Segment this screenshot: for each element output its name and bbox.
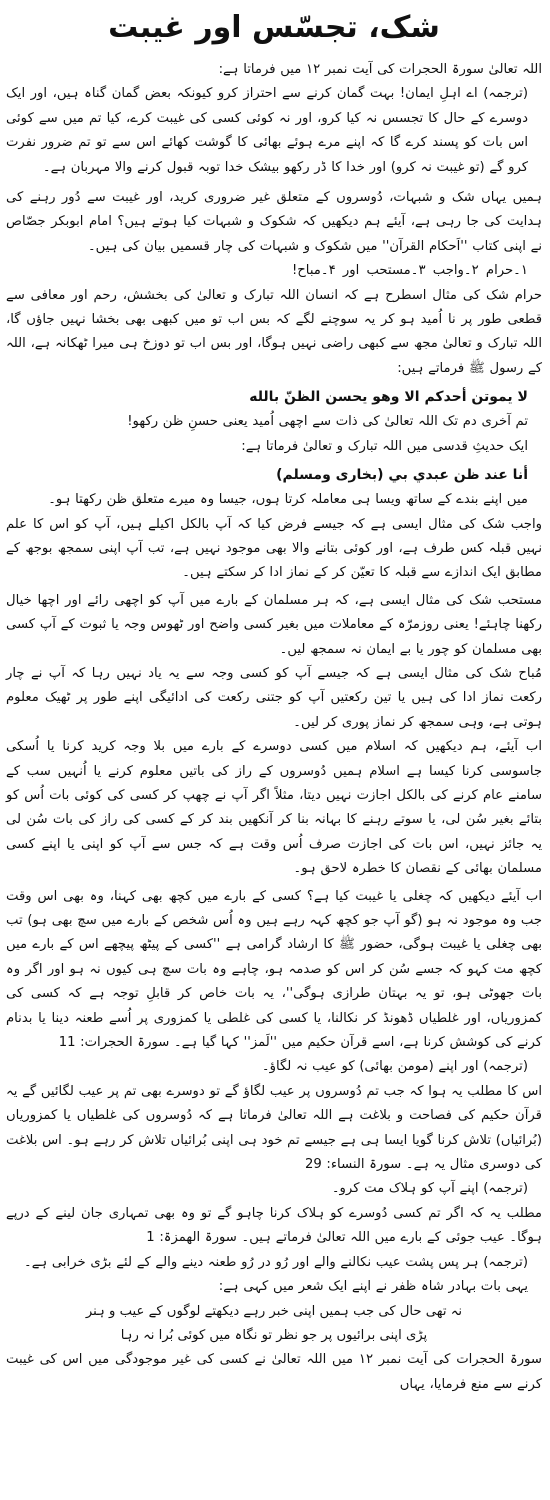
paragraph-meaning: مطلب یہ کہ اگر تم کسی دُوسرے کو ہلاک کرنا چاہو گے تو وہ بھی تمہاری جان لینے کے درپے ہوگا۔ عیب جوئی کے بارے میں اللہ تعالیٰ فرماتے ہیں۔ سورۃ الھمزۃ: 1 <box>6 1205 542 1246</box>
hadith-qudsi-intro: ایک حدیثِ قدسی میں اللہ تبارک و تعالیٰ فرماتا ہے: <box>241 438 528 454</box>
paragraph-doubts: ہمیں یہاں شک و شبہات، دُوسروں کے متعلق غیر ضروری کرید، اور غیبت سے دُور رہنے کی ہدایت کی جا رہی ہے، آیئے ہم دیکھیں کہ شکوک و شبہات کیا ہوتے ہیں؟ امام ابوبکر جصّاص نے اپنی کتاب ''اَحکام القرآن'' میں شکوک و شبہات کی چار قسمیں بیان کی ہیں۔ <box>6 190 542 254</box>
paragraph-backbiting: اب آیئے دیکھیں کہ چغلی یا غیبت کیا ہے؟ کسی کے بارے میں کچھ بھی کہنا، وہ بھی اس وقت جب وہ موجود نہ ہو (گو آپ جو کچھ کہہ رہے ہیں وہ اُس شخص کے بارے میں سچ بھی ہو) تب بھی چغلی یا غیبت ہوگی، حضور ﷺ کا ارشاد گرامی ہے ''کسی کے پیٹھ پیچھے اس کے بارے میں کچھ مت کہو کہ جسے سُن کر اس کو صدمہ ہو، چاہے وہ بات سچ ہی کیوں نہ ہو اور اگر وہ بات جھوٹی ہو، تو یہ بہتان طرازی ہوگی''، یہ بات خاص کر قابلِ توجہ ہے کہ کسی کی کمزوریاں، اور غلطیاں ڈھونڈ کر نکالنا، یا کسی کی غلطی یا کمزوری پر اُسے طعنہ دینا یا بدنام کرنے کی کوشش کرنا ہے، اسے قرآن حکیم میں ''لَمز'' کہا گیا ہے۔ سورۃ الحجرات: 11 <box>6 888 542 1051</box>
doubt-categories: ۱۔حرام ۲۔واجب ۳۔مستحب اور ۴۔مباح! <box>292 263 528 279</box>
paragraph-haram-doubt: حرام شک کی مثال اسطرح ہے کہ انسان اللہ تبارک و تعالیٰ کی بخشش، رحم اور معافی سے قطعی طور پر نا اُمید ہو کر یہ سوچنے لگے کہ بس اب تو میں کبھی بھی بخشا نہیں جاؤں گا، اللہ تبارک و تعالیٰ مجھ سے کبھی راضی نہیں ہوگا، اور بس اب تو دوزخ ہی میرا ٹھکانہ ہے، اللہ کے رسول ﷺ فرماتے ہیں: <box>6 287 542 376</box>
verse-translation-hujurat: (ترجمہ) اور اپنے (مومن بھائی) کو عیب نہ لگاؤ۔ <box>261 1059 528 1075</box>
closing-line: سورۃ الحجرات کی آیت نمبر ۱۲ میں اللہ تعالیٰ نے کسی کی غیر موجودگی میں اس کی غیبت کرنے سے منع فرمایا، یہاں <box>6 1352 542 1392</box>
hadith-qudsi-translation: میں اپنے بندے کے ساتھ ویسا ہی معاملہ کرتا ہوں، جیسا وہ میرے متعلق ظن رکھتا ہو۔ <box>48 492 528 508</box>
paragraph-spying: اب آیئے، ہم دیکھیں کہ اسلام میں کسی دوسرے کے بارے میں بلا وجہ کرید کرنا یا اُسکی جاسوسی کرنا کیسا ہے اسلام ہمیں دُوسروں کے راز کی باتیں معلوم کرنے یا اُنہیں سب کے سامنے عام کرنے کی بالکل اجازت نہیں دیتا، مثلاً اگر آپ نے چھپ کر کسی کی کوئی بات اُس کو بتائے بغیر سُن لی، یا سوتے رہنے کا بہانہ بنا کر آنکھیں بند کر کے کسی کی راز کی بات سُن لی یہ جائز نہیں، اس بات کی اجازت صرف اُس وقت ہے کہ جس سے آپ کو اپنی یا اپنے کسی مسلمان بھائی کے نقصان کا خطرہ لاحق ہو۔ <box>6 739 542 877</box>
poem-line-1: نہ تھی حال کی جب ہمیں اپنی خبر رہے دیکھتے لوگوں کے عیب و ہنر <box>85 1303 463 1319</box>
arabic-hadith-qudsi: أنا عند ظن عبدي بي (بخاری ومسلم) <box>276 467 528 484</box>
hadith-translation: تم آخری دم تک اللہ تعالیٰ کی ذات سے اچھی اُمید یعنی حسنِ ظن رکھو! <box>127 414 528 430</box>
verse-translation-humaza: (ترجمہ) ہر پس پشت عیب نکالنے والے اور رُو در رُو طعنہ دینے والے کے لئے بڑی خرابی ہے۔ <box>24 1254 528 1270</box>
arabic-hadith: لا يموتن أحدكم الا وهو يحسن الظنّ بالله <box>249 389 528 406</box>
poet-intro: یہی بات بہادر شاہ ظفر نے اپنے ایک شعر میں کہی ہے: <box>218 1279 528 1295</box>
page-title: شک، تجسّس اور غیبت <box>108 10 440 45</box>
paragraph-eloquence: اس کا مطلب یہ ہوا کہ جب تم دُوسروں پر عیب لگاؤ گے تو دوسرے بھی تم پر عیب لگائیں گے یہ قرآن حکیم کی فصاحت و بلاغت ہے اللہ تعالیٰ فرماتا ہے کہ دُوسروں کی غلطیاں یا کمزوریاں (بُرائیاں) تلاش کرنا گویا ایسا ہی ہے جیسے تم خود ہی اپنی بُرائیاں تلاش کر رہے ہو۔ اس بلاغت کی دوسری مثال یہ ہے۔ سورۃ النساء: 29 <box>6 1083 542 1173</box>
paragraph-mubah-doubt: مُباح شک کی مثال ایسی ہے کہ جیسے آپ کو کسی وجہ سے یہ یاد نہیں رہا کہ آپ نے چار رکعت نماز ادا کی ہیں یا تین رکعتیں آپ کو جتنی رکعت کی ادائیگی اپنے طور پر ٹھیک معلوم ہوتی ہے، وہی سمجھ کر نماز پوری کر لیں۔ <box>6 665 542 730</box>
paragraph-mustahab-doubt: مستحب شک کی مثال ایسی ہے، کہ ہر مسلمان کے بارے میں آپ کو اچھی رائے اور اچھا خیال رکھنا چاہئے! یعنی روزمرّہ کے معاملات میں بغیر کسی واضح اور ٹھوس وجہ یا ثبوت کے آپ کسی بھی مسلمان کو چور یا بے ایمان نہ سمجھ لیں۔ <box>6 592 542 657</box>
verse-translation-nisa: (ترجمہ) اپنے آپ کو ہلاک مت کرو۔ <box>331 1181 528 1197</box>
poem-line-2: پڑی اپنی برائیوں پر جو نظر تو نگاہ میں کوئی بُرا نہ رہا <box>120 1327 428 1343</box>
verse-translation: (ترجمہ) اے اہلِ ایمان! بہت گمان کرنے سے احتراز کرو کیونکہ بعض گمان گناہ ہیں، اور ایک دوسرے کے حال کا تجسس نہ کیا کرو، اور نہ کوئی کسی کی غیبت کرے، کیا تم میں سے کوئی اس بات کو پسند کرے گا کہ اپنے مرے ہوئے بھائی کا گوشت کھائے اس سے تو تم ضرور نفرت کرو گے (تو غیبت نہ کرو) اور خدا کا ڈر رکھو بیشک خدا توبہ قبول کرنے والا مہربان ہے۔ <box>6 86 528 175</box>
intro-line: اللہ تعالیٰ سورۃ الحجرات کی آیت نمبر ۱۲ میں فرماتا ہے: <box>218 62 542 77</box>
paragraph-wajib-doubt: واجب شک کی مثال ایسی ہے کہ جیسے فرض کیا کہ آپ بالکل اکیلے ہیں، آپ کو اس کا علم نہیں قبلہ کس طرف ہے، اور کوئی بتانے والا بھی موجود نہیں ہے، تب آپ اپنی سمجھ بوجھ کے مطابق ایک اندازے سے قبلہ کا تعیّن کر کے نماز ادا کر سکتے ہیں۔ <box>6 516 542 581</box>
